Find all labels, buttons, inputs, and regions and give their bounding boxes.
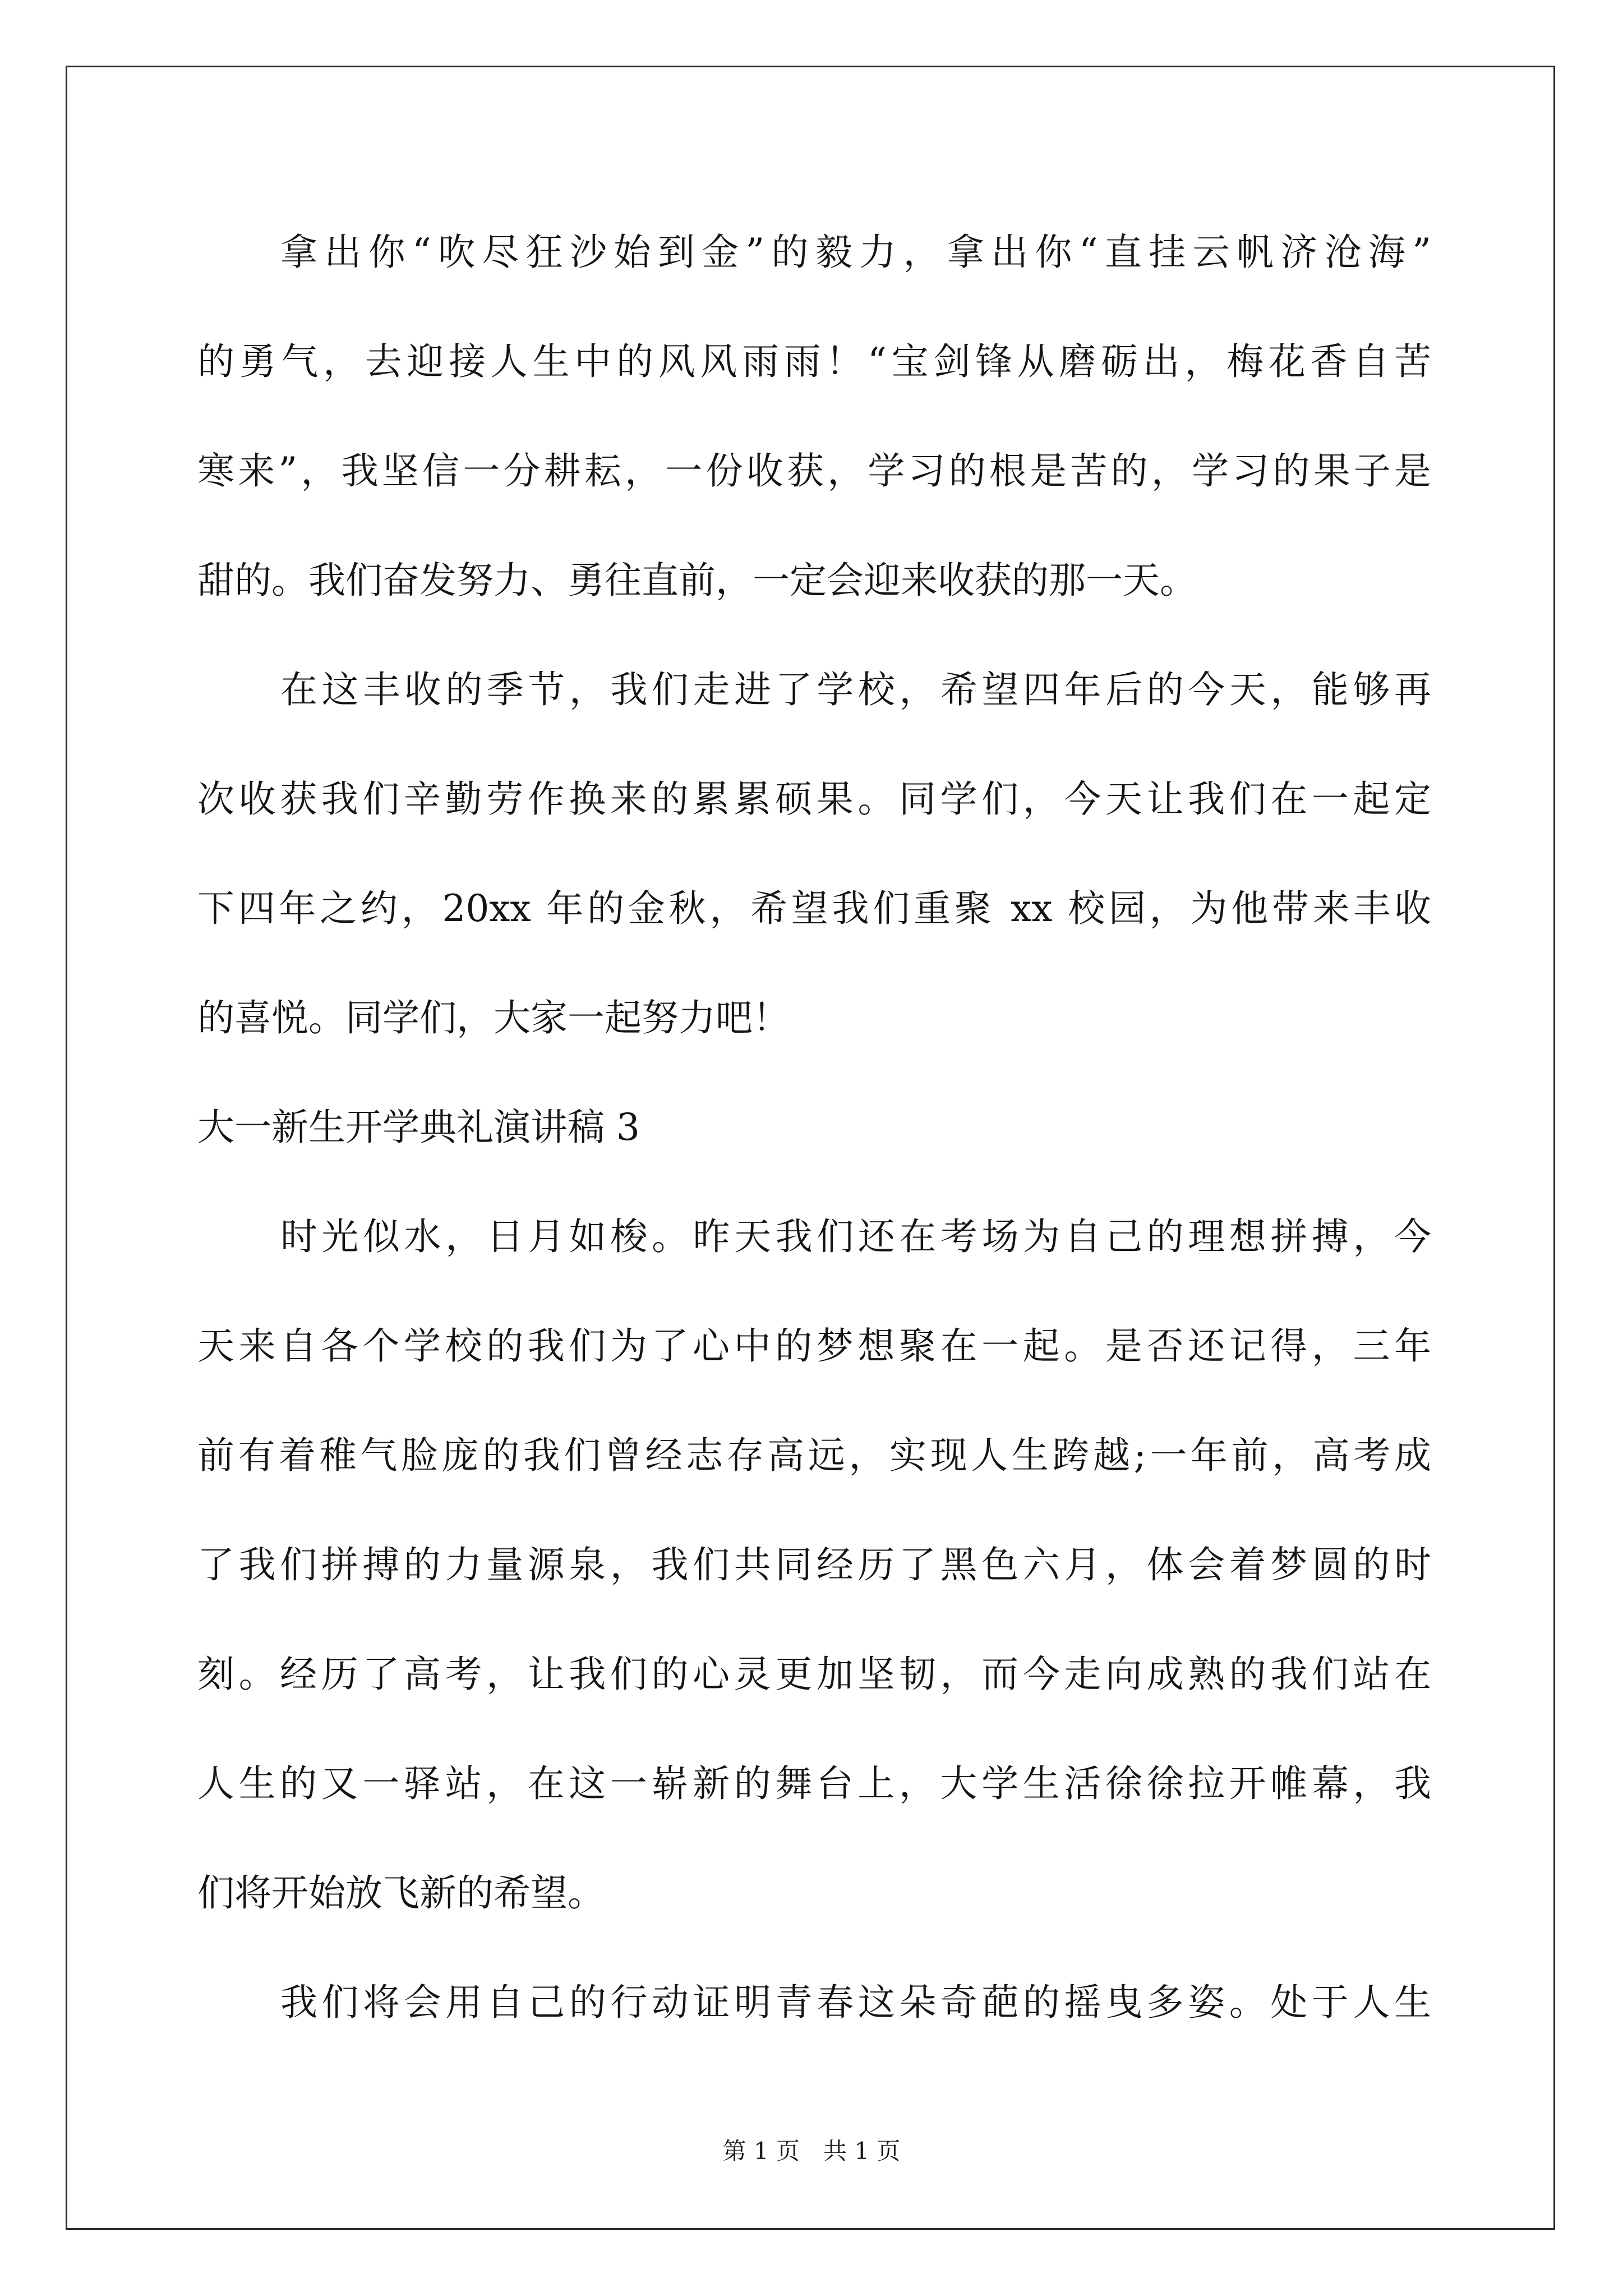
paragraph-line: 人生的又一驿站，在这一崭新的舞台上，大学生活徐徐拉开帷幕，我: [197, 1762, 1431, 1805]
paragraph-line: 我们将会用自己的行动证明青春这朵奇葩的摇曳多姿。处于人生: [280, 1981, 1431, 2024]
paragraph-line: 的勇气，去迎接人生中的风风雨雨！“宝剑锋从磨砺出，梅花香自苦: [197, 340, 1431, 383]
page-footer: 第 1 页 共 1 页: [722, 2137, 901, 2165]
paragraph-line: 了我们拼搏的力量源泉，我们共同经历了黑色六月，体会着梦圆的时: [197, 1543, 1431, 1586]
paragraph-line: 下四年之约，20xx 年的金秋，希望我们重聚 xx 校园，为他带来丰收: [197, 887, 1431, 930]
paragraph-line: 寒来”，我坚信一分耕耘，一份收获，学习的根是苦的，学习的果子是: [197, 449, 1431, 493]
paragraph-line: 前有着稚气脸庞的我们曾经志存高远，实现人生跨越;一年前，高考成: [197, 1434, 1431, 1477]
paragraph-line: 天来自各个学校的我们为了心中的梦想聚在一起。是否还记得，三年: [197, 1324, 1431, 1368]
paragraph-line: 拿出你“吹尽狂沙始到金”的毅力，拿出你“直挂云帆济沧海”: [280, 231, 1431, 274]
paragraph-line: 在这丰收的季节，我们走进了学校，希望四年后的今天，能够再: [280, 668, 1431, 711]
paragraph-line: 次收获我们辛勤劳作换来的累累硕果。同学们，今天让我们在一起定: [197, 777, 1431, 821]
paragraph-line: 的喜悦。同学们，大家一起努力吧！: [197, 996, 790, 1039]
document-body: [197, 197, 1431, 2057]
paragraph-line: 刻。经历了高考，让我们的心灵更加坚韧，而今走向成熟的我们站在: [197, 1653, 1431, 1696]
section-heading: 大一新生开学典礼演讲稿 3: [197, 1106, 640, 1149]
paragraph-line: 时光似水，日月如梭。昨天我们还在考场为自己的理想拼搏，今: [280, 1215, 1431, 1258]
paragraph-line: 甜的。我们奋发努力、勇往直前，一定会迎来收获的那一天。: [197, 559, 1197, 602]
paragraph-line: 们将开始放飞新的希望。: [197, 1871, 605, 1915]
